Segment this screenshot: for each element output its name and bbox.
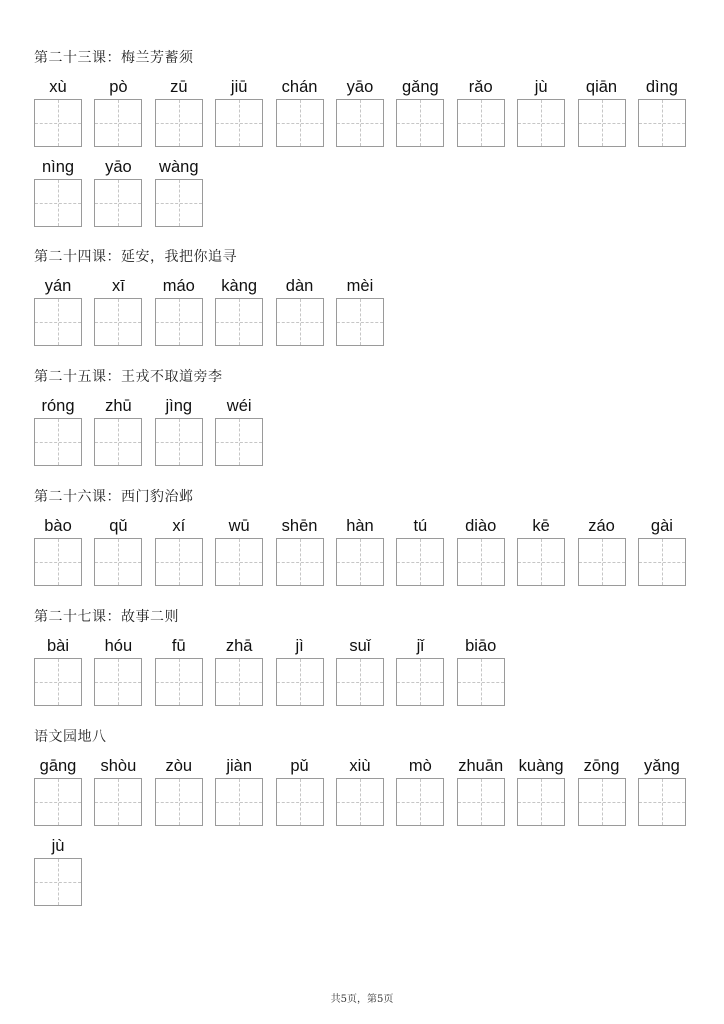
- lesson-section: [34, 48, 704, 236]
- pinyin-cell: [34, 156, 82, 236]
- writing-box[interactable]: [155, 179, 203, 227]
- pinyin-label: zhū: [105, 397, 132, 415]
- writing-box[interactable]: [578, 778, 626, 826]
- pinyin-label: xiù: [349, 757, 371, 775]
- lesson-title: 第二十七课：故事二则: [34, 609, 179, 625]
- writing-box[interactable]: [457, 538, 505, 586]
- pinyin-cell: [34, 755, 82, 835]
- pinyin-label: róng: [41, 397, 75, 415]
- pinyin-cell: [276, 76, 324, 156]
- pinyin-label: dìng: [645, 78, 678, 96]
- pinyin-cell: [155, 76, 203, 156]
- pinyin-label: shēn: [281, 517, 318, 535]
- pinyin-cell: [215, 76, 263, 156]
- pinyin-label: hàn: [346, 517, 374, 535]
- pinyin-label: qiān: [585, 78, 618, 96]
- lesson-title: 第二十三课：梅兰芳蓄须: [34, 50, 194, 66]
- pinyin-cell: [94, 275, 142, 355]
- pinyin-label: jù: [534, 78, 548, 96]
- writing-box[interactable]: [457, 658, 505, 706]
- pinyin-cell: [396, 76, 444, 156]
- writing-box[interactable]: [34, 658, 82, 706]
- pinyin-cell: [155, 156, 203, 236]
- character-grid: [34, 76, 704, 236]
- pinyin-label: jìng: [165, 397, 193, 415]
- pinyin-cell: [34, 635, 82, 715]
- writing-box[interactable]: [517, 99, 565, 147]
- pinyin-cell: [276, 275, 324, 355]
- writing-box[interactable]: [578, 99, 626, 147]
- writing-box[interactable]: [155, 298, 203, 346]
- pinyin-cell: [155, 515, 203, 595]
- writing-box[interactable]: [215, 778, 263, 826]
- writing-box[interactable]: [215, 418, 263, 466]
- pinyin-label: zhuān: [458, 757, 504, 775]
- lesson-title: 第二十六课：西门豹治邺: [34, 489, 194, 505]
- writing-box[interactable]: [94, 538, 142, 586]
- pinyin-label: diào: [465, 517, 497, 535]
- grid-row: [34, 515, 704, 595]
- pinyin-cell: [336, 755, 384, 835]
- writing-box[interactable]: [34, 179, 82, 227]
- writing-box[interactable]: [396, 778, 444, 826]
- pinyin-cell: [336, 76, 384, 156]
- pinyin-cell: [94, 76, 142, 156]
- writing-box[interactable]: [34, 298, 82, 346]
- pinyin-label: pò: [109, 78, 128, 96]
- pinyin-label: kàng: [221, 277, 258, 295]
- lesson-section: [34, 607, 704, 715]
- character-grid: [34, 395, 704, 475]
- pinyin-label: wéi: [226, 397, 252, 415]
- grid-row: [34, 156, 704, 236]
- pinyin-cell: [155, 755, 203, 835]
- pinyin-label: tú: [413, 517, 428, 535]
- pinyin-cell: [457, 635, 505, 715]
- writing-box[interactable]: [396, 538, 444, 586]
- pinyin-label: kuàng: [518, 757, 564, 775]
- pinyin-label: gài: [650, 517, 673, 535]
- writing-box[interactable]: [638, 99, 686, 147]
- pinyin-label: mèi: [346, 277, 374, 295]
- pinyin-cell: [578, 755, 626, 835]
- pinyin-label: rǎo: [468, 78, 493, 96]
- lesson-section: [34, 367, 704, 475]
- pinyin-label: wàng: [159, 158, 199, 176]
- writing-box[interactable]: [34, 778, 82, 826]
- writing-box[interactable]: [276, 538, 324, 586]
- pinyin-label: jù: [51, 837, 65, 855]
- pinyin-cell: [578, 515, 626, 595]
- pinyin-label: zhā: [225, 637, 253, 655]
- pinyin-label: jǐ: [416, 637, 425, 655]
- grid-row: [34, 635, 704, 715]
- writing-box[interactable]: [276, 658, 324, 706]
- writing-box[interactable]: [336, 658, 384, 706]
- writing-box[interactable]: [638, 538, 686, 586]
- pinyin-cell: [34, 275, 82, 355]
- pinyin-label: yāo: [105, 158, 132, 176]
- pinyin-cell: [215, 515, 263, 595]
- pinyin-label: yǎng: [644, 757, 680, 775]
- lesson-title: 第二十五课：王戎不取道旁李: [34, 369, 223, 385]
- writing-box[interactable]: [396, 658, 444, 706]
- grid-row: [34, 755, 704, 835]
- writing-box[interactable]: [94, 418, 142, 466]
- writing-box[interactable]: [94, 778, 142, 826]
- pinyin-cell: [396, 755, 444, 835]
- pinyin-label: shòu: [100, 757, 137, 775]
- writing-box[interactable]: [336, 778, 384, 826]
- pinyin-label: gāng: [39, 757, 77, 775]
- pinyin-label: jì: [295, 637, 304, 655]
- grid-row: [34, 835, 704, 915]
- pinyin-cell: [517, 755, 565, 835]
- writing-box[interactable]: [336, 298, 384, 346]
- character-grid: [34, 635, 704, 715]
- pinyin-cell: [215, 275, 263, 355]
- pinyin-cell: [336, 635, 384, 715]
- writing-box[interactable]: [34, 418, 82, 466]
- pinyin-label: gǎng: [401, 78, 439, 96]
- pinyin-label: xí: [172, 517, 186, 535]
- writing-box[interactable]: [34, 538, 82, 586]
- pinyin-cell: [638, 755, 686, 835]
- pinyin-cell: [94, 635, 142, 715]
- writing-box[interactable]: [517, 778, 565, 826]
- character-grid: [34, 275, 704, 355]
- pinyin-label: hóu: [104, 637, 133, 655]
- pinyin-cell: [578, 76, 626, 156]
- writing-box[interactable]: [94, 179, 142, 227]
- character-grid: [34, 515, 704, 595]
- pinyin-cell: [336, 275, 384, 355]
- writing-box[interactable]: [34, 858, 82, 906]
- pinyin-label: yán: [44, 277, 72, 295]
- writing-box[interactable]: [396, 99, 444, 147]
- pinyin-label: qǔ: [109, 517, 128, 535]
- writing-box[interactable]: [336, 99, 384, 147]
- pinyin-cell: [34, 395, 82, 475]
- pinyin-label: jiū: [230, 78, 248, 96]
- pinyin-cell: [155, 635, 203, 715]
- pinyin-cell: [94, 156, 142, 236]
- pinyin-cell: [276, 635, 324, 715]
- writing-box[interactable]: [215, 99, 263, 147]
- pinyin-label: bài: [46, 637, 70, 655]
- writing-box[interactable]: [155, 538, 203, 586]
- pinyin-label: wū: [228, 517, 250, 535]
- pinyin-cell: [34, 515, 82, 595]
- grid-row: [34, 275, 704, 355]
- pinyin-cell: [457, 76, 505, 156]
- writing-box[interactable]: [34, 99, 82, 147]
- pinyin-cell: [276, 755, 324, 835]
- pinyin-label: chán: [281, 78, 318, 96]
- pinyin-label: xī: [111, 277, 125, 295]
- pinyin-label: biāo: [465, 637, 497, 655]
- lesson-section: [34, 487, 704, 595]
- writing-box[interactable]: [155, 99, 203, 147]
- writing-box[interactable]: [94, 99, 142, 147]
- pinyin-label: záo: [588, 517, 615, 535]
- pinyin-label: kē: [532, 517, 550, 535]
- pinyin-cell: [155, 395, 203, 475]
- grid-row: [34, 76, 704, 156]
- pinyin-label: zòu: [165, 757, 193, 775]
- pinyin-cell: [457, 755, 505, 835]
- pinyin-cell: [215, 635, 263, 715]
- writing-box[interactable]: [215, 658, 263, 706]
- pinyin-label: fū: [171, 637, 186, 655]
- writing-box[interactable]: [457, 99, 505, 147]
- pinyin-cell: [517, 76, 565, 156]
- pinyin-cell: [94, 395, 142, 475]
- pinyin-cell: [396, 515, 444, 595]
- pinyin-cell: [155, 275, 203, 355]
- lesson-section: [34, 247, 704, 355]
- writing-box[interactable]: [94, 658, 142, 706]
- pinyin-label: máo: [162, 277, 195, 295]
- pinyin-label: nìng: [41, 158, 75, 176]
- pinyin-cell: [215, 395, 263, 475]
- writing-box[interactable]: [517, 538, 565, 586]
- pinyin-cell: [276, 515, 324, 595]
- pinyin-cell: [638, 515, 686, 595]
- lesson-title: 语文园地八: [34, 729, 107, 745]
- character-grid: [34, 755, 704, 915]
- lesson-title: 第二十四课：延安，我把你追寻: [34, 249, 237, 265]
- pinyin-cell: [336, 515, 384, 595]
- writing-box[interactable]: [638, 778, 686, 826]
- pinyin-cell: [457, 515, 505, 595]
- writing-box[interactable]: [276, 99, 324, 147]
- pinyin-label: pǔ: [290, 757, 309, 775]
- pinyin-label: suǐ: [349, 637, 371, 655]
- pinyin-label: zōng: [583, 757, 620, 775]
- writing-box[interactable]: [215, 298, 263, 346]
- writing-box[interactable]: [155, 418, 203, 466]
- writing-box[interactable]: [457, 778, 505, 826]
- pinyin-cell: [94, 755, 142, 835]
- pinyin-cell: [396, 635, 444, 715]
- grid-row: [34, 395, 704, 475]
- writing-box[interactable]: [578, 538, 626, 586]
- page-footer: 共5页，第5页: [330, 994, 394, 1005]
- pinyin-cell: [34, 835, 82, 915]
- writing-box[interactable]: [94, 298, 142, 346]
- writing-box[interactable]: [155, 658, 203, 706]
- pinyin-label: mò: [408, 757, 432, 775]
- pinyin-label: zū: [170, 78, 188, 96]
- writing-box[interactable]: [276, 778, 324, 826]
- writing-box[interactable]: [155, 778, 203, 826]
- pinyin-label: xù: [49, 78, 67, 96]
- pinyin-cell: [517, 515, 565, 595]
- pinyin-label: jiàn: [226, 757, 253, 775]
- pinyin-cell: [34, 76, 82, 156]
- pinyin-cell: [94, 515, 142, 595]
- writing-box[interactable]: [276, 298, 324, 346]
- lesson-section: [34, 727, 704, 915]
- pinyin-label: yāo: [346, 78, 374, 96]
- writing-box[interactable]: [215, 538, 263, 586]
- pinyin-cell: [638, 76, 686, 156]
- writing-box[interactable]: [336, 538, 384, 586]
- pinyin-label: bào: [44, 517, 72, 535]
- pinyin-label: dàn: [285, 277, 314, 295]
- pinyin-cell: [215, 755, 263, 835]
